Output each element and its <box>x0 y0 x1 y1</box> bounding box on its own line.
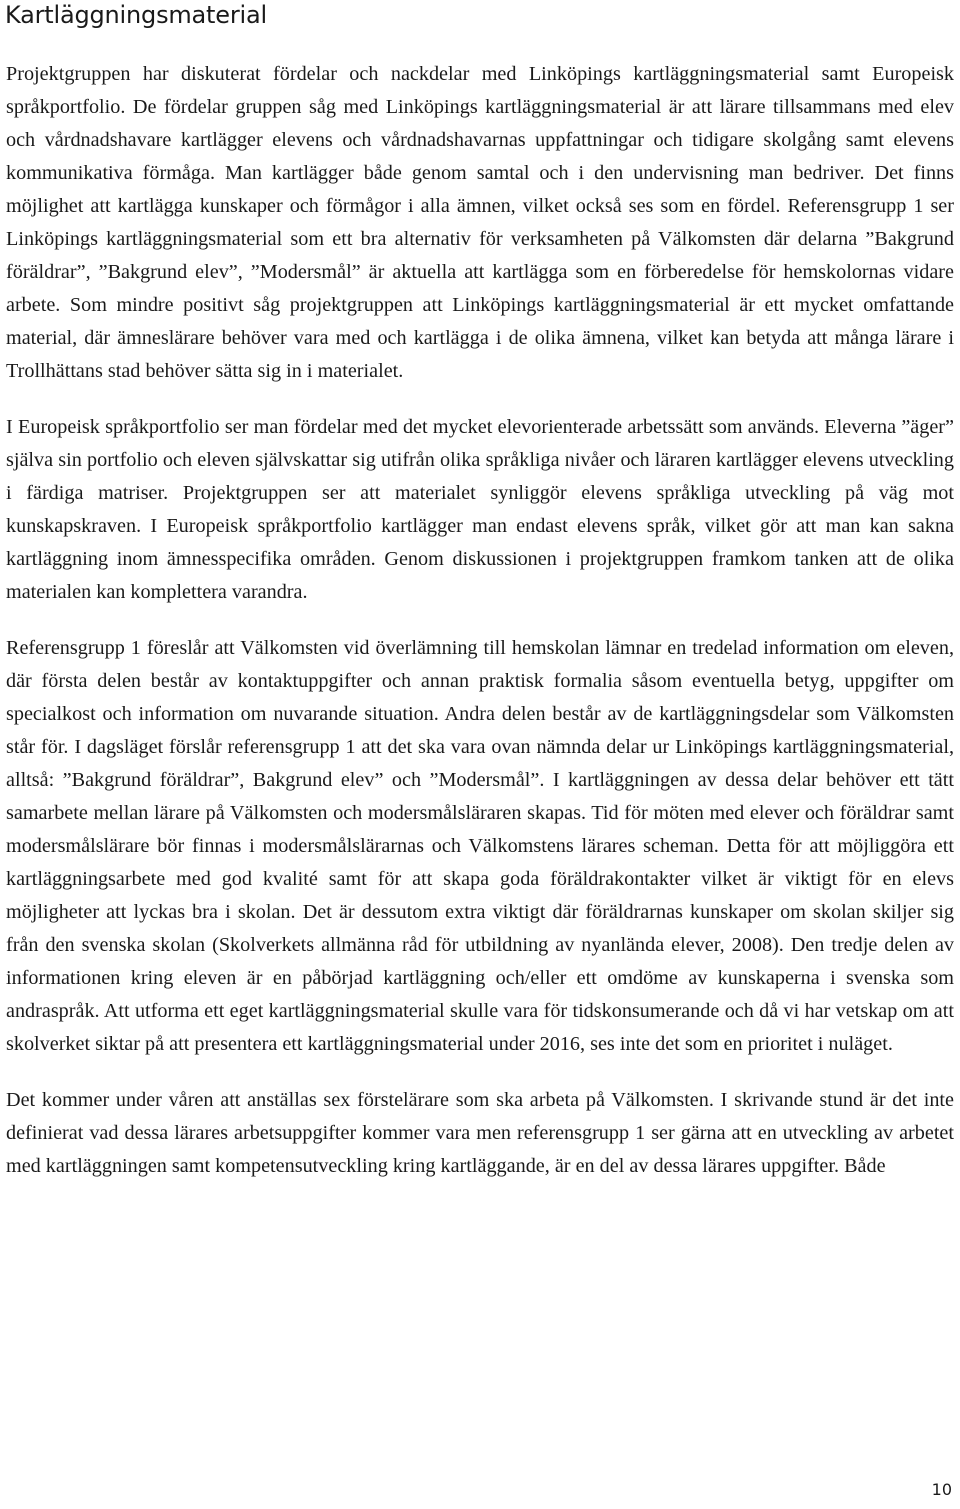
body-text <box>6 58 954 1206</box>
paragraph-comparison: Projektgruppen har diskuterat fördelar och nackdelar med Linköpings kartläggningsmaterial samt Europeisk språkportfolio. De fördelar gruppen såg med Linköpings kartläggningsmaterial är att lärare tillsammans med elev och vårdnadshavare kartlägger elevens och vårdnadshavarnas uppfattningar och tidigare skolgång samt elevens kommunikativa förmåga. Man kartlägger både genom samtal och i den undervisning man bedriver. Det finns möjlighet att kartlägga kunskaper och förmågor i alla ämnen, vilket också ses som en fördel. Referensgrupp 1 ser Linköpings kartläggningsmaterial som ett bra alternativ för verksamheten på Välkomsten där delarna ”Bakgrund föräldrar”, ”Bakgrund elev”, ”Modersmål” är aktuella att kartlägga som en förberedelse för hemskolornas vidare arbete. Som mindre positivt såg projektgruppen att Linköpings kartläggningsmaterial är ett mycket omfattande material, där ämneslärare behöver vara med och kartlägga i de olika ämnena, vilket kan betyda att många lärare i Trollhättans stad behöver sätta sig in i materialet. <box>6 63 954 382</box>
paragraph-european-portfolio: I Europeisk språkportfolio ser man fördelar med det mycket elevorienterade arbetssätt som används. Eleverna ”äger” själva sin portfolio och eleven självskattar sig utifrån olika språkliga nivåer och läraren kartlägger elevens utveckling i färdiga matriser. Projektgruppen ser att materialet synliggör elevens språkliga utveckling på väg mot kunskapskraven. I Europeisk språkportfolio kartlägger man endast elevens språk, vilket gör att man kan sakna kartläggning inom ämnesspecifika områden. Genom diskussionen i projektgruppen framkom tanken att de olika materialen kan komplettera varandra. <box>6 416 954 603</box>
section-heading: Kartläggningsmaterial <box>5 1 267 29</box>
paragraph-first-teachers: Det kommer under våren att anställas sex förstelärare som ska arbeta på Välkomsten. I skrivande stund är det inte definierat vad dessa lärares arbetsuppgifter kommer vara men referensgrupp 1 ser gärna att en utveckling av arbetet med kartläggningen samt kompetensutveckling kring kartläggande, är en del av dessa lärares uppgifter. Både <box>6 1089 954 1177</box>
page-number: 10 <box>931 1480 952 1499</box>
paragraph-proposal: Referensgrupp 1 föreslår att Välkomsten vid överlämning till hemskolan lämnar en tredelad information om eleven, där första delen består av kontaktuppgifter och annan praktisk formalia såsom eventuella betyg, uppgifter om specialkost och information om nuvarande situation. Andra delen består av de kartläggningsdelar som Välkomsten står för. I dagsläget förslår referensgrupp 1 att det ska vara ovan nämnda delar ur Linköpings kartläggningsmaterial, alltså: ”Bakgrund föräldrar”, Bakgrund elev” och ”Modersmål”. I kartläggningen av dessa delar behöver ett tätt samarbete mellan lärare på Välkomsten och modersmålsläraren skapas. Tid för möten med elever och föräldrar samt modersmålslärare bör finnas i modersmålslärarnas och Välkomstens lärares scheman. Detta för att möjliggöra ett kartläggningsarbete med god kvalité samt för att skapa goda föräldrakontakter vilket är viktigt för en elevs möjligheter att lyckas bra i skolan. Det är dessutom extra viktigt där föräldrarnas kunskaper om skolan skiljer sig från den svenska skolan (Skolverkets allmänna råd för utbildning av nyanlända elever, 2008). Den tredje delen av informationen kring eleven är en påbörjad kartläggning och/eller ett omdöme av kunskaperna i svenska som andraspråk. Att utforma ett eget kartläggningsmaterial skulle vara för tidskonsumerande och då vi har vetskap om att skolverket siktar på att presentera ett kartläggningsmaterial under 2016, ses inte det som en prioritet i nuläget. <box>6 637 954 1055</box>
